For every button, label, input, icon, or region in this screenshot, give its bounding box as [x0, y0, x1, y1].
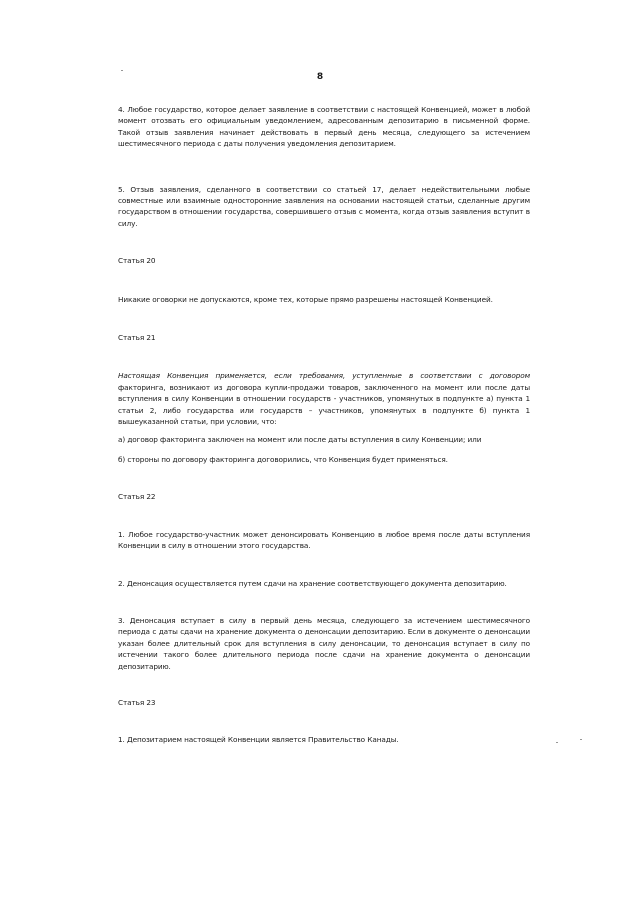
article21-item-a: а) договор факторинга заключен на момент или после даты вступления в силу Конвенции; или — [118, 434, 482, 444]
article19-paragraph-5: 5. Отзыв заявления, сделанного в соответствии со статьей 17, делает недействительными любые совместные или взаимные односторонние заявления на основании настоящей статьи, сделанные другим государством в отношении государства, совершившего отзыв с момента, когда отзыв заявления вступит в силу. — [118, 184, 530, 228]
article21-intro-italic: Настоящая Конвенция применяется, если требования, уступленные в соответствии с договором — [118, 371, 530, 381]
scan-speck — [121, 70, 123, 71]
article23-paragraph-1: 1. Депозитарием настоящей Конвенции является Правительство Канады. — [118, 735, 399, 745]
document-body — [118, 104, 530, 746]
article22-heading: Статья 22 — [118, 492, 156, 502]
article22-paragraph-2: 2. Денонсация осуществляется путем сдачи на хранение соответствующего документа депозитарию. — [118, 578, 507, 588]
article21-intro-rest: факторинга, возникают из договора купли-продажи товаров, заключенного на момент или после даты вступления в силу Конвенции в отношении государств - участников, упомянутых в подпункте а) пункта 1 статьи 2, либо государства или государств – участников, упомянутых в подпункте б) пункта 1 вышеуказанной статьи, при условии, что: — [118, 382, 530, 427]
article22-paragraph-3: 3. Денонсация вступает в силу в первый день месяца, следующего за истечением шестимесячного периода с даты сдачи на хранение документа о денонсации депозитарию. Если в документе о денонсации указан более длительный срок для вступления в силу денонсации, то денонсация вступает в силу по истечении такого более длительного периода после сдачи на хранение документа о денонсации депозитарию. — [118, 615, 530, 671]
page-number: 8 — [316, 72, 324, 82]
article20-paragraph: Никакие оговорки не допускаются, кроме тех, которые прямо разрешены настоящей Конвенцией. — [118, 294, 493, 304]
article21-item-b: б) стороны по договору факторинга договорились, что Конвенция будет применяться. — [118, 454, 448, 464]
article23-heading: Статья 23 — [118, 697, 156, 707]
article20-heading: Статья 20 — [118, 256, 156, 266]
article22-paragraph-1: 1. Любое государство-участник может денонсировать Конвенцию в любое время после даты вступления Конвенции в силу в отношении этого государства. — [118, 529, 530, 551]
scan-speck — [580, 739, 582, 740]
article21-heading: Статья 21 — [118, 333, 156, 343]
article21-intro — [118, 370, 530, 427]
scan-speck — [556, 742, 558, 743]
article19-paragraph-4: 4. Любое государство, которое делает заявление в соответствии с настоящей Конвенцией, может в любой момент отозвать его официальным уведомлением, адресованным депозитарию в письменной форме. Такой отзыв заявления начинает действовать в первый день месяца, следующего за истечением шестимесячного периода с даты получения уведомления депозитарием. — [118, 105, 530, 149]
